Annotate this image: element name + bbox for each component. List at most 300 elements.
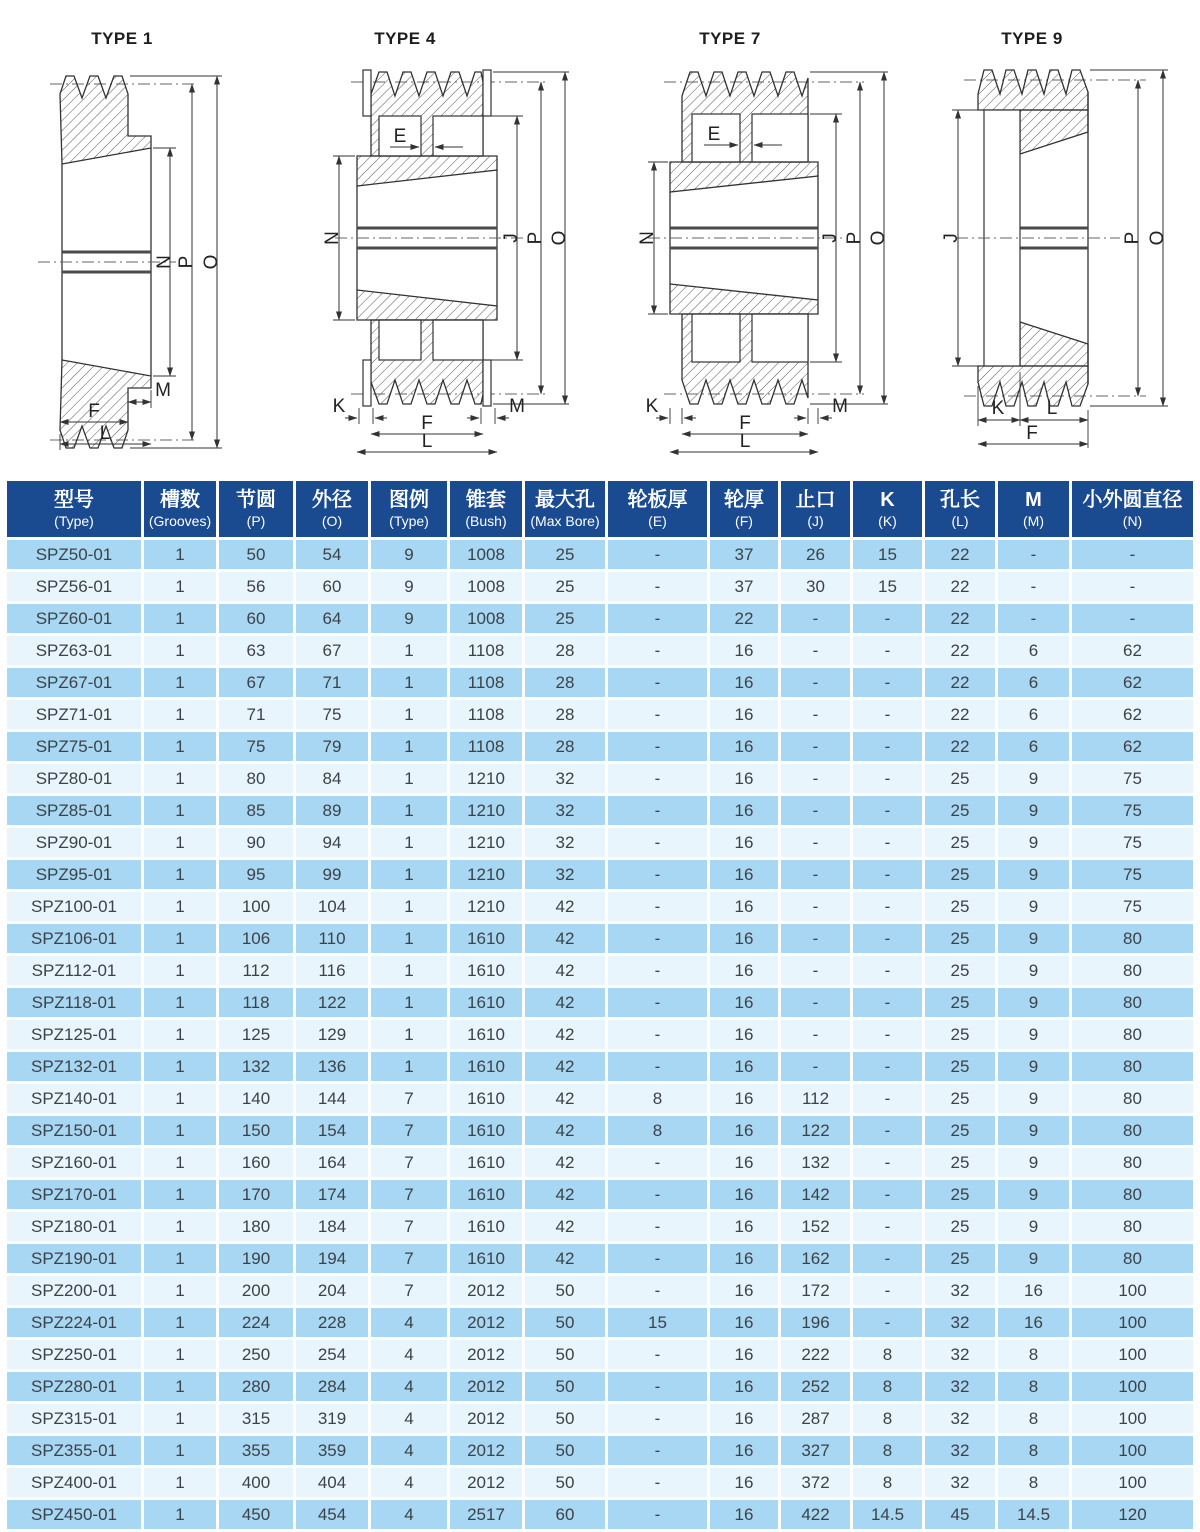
table-cell: -	[608, 1468, 707, 1497]
table-cell: 1610	[450, 1020, 522, 1049]
table-cell: 116	[296, 956, 368, 985]
table-cell: 80	[1072, 1212, 1193, 1241]
table-cell: 9	[998, 1212, 1069, 1241]
table-cell: 62	[1072, 636, 1193, 665]
table-cell: 228	[296, 1308, 368, 1337]
table-cell: 125	[219, 1020, 293, 1049]
table-cell: 196	[781, 1308, 850, 1337]
table-cell: 28	[525, 668, 605, 697]
table-cell: 118	[219, 988, 293, 1017]
table-cell: -	[781, 1020, 850, 1049]
table-cell: 4	[371, 1340, 447, 1369]
table-cell: 1210	[450, 860, 522, 889]
table-cell: 22	[925, 540, 995, 569]
table-cell: 106	[219, 924, 293, 953]
table-row	[7, 1244, 1193, 1273]
table-cell: -	[781, 860, 850, 889]
table-cell: SPZ60-01	[7, 604, 141, 633]
table-cell: 8	[853, 1436, 922, 1465]
dim-label-f: F	[421, 413, 433, 434]
table-cell: -	[608, 764, 707, 793]
table-cell: 160	[219, 1148, 293, 1177]
table-cell: 1	[144, 1436, 216, 1465]
table-cell: 32	[925, 1276, 995, 1305]
table-cell: 204	[296, 1276, 368, 1305]
table-cell: 84	[296, 764, 368, 793]
table-cell: 32	[925, 1308, 995, 1337]
table-cell: 4	[371, 1468, 447, 1497]
table-cell: 16	[710, 1340, 778, 1369]
table-cell: -	[853, 892, 922, 921]
table-row	[7, 668, 1193, 697]
table-cell: 9	[998, 956, 1069, 985]
table-cell: -	[781, 636, 850, 665]
table-row	[7, 1308, 1193, 1337]
table-cell: 16	[710, 1180, 778, 1209]
dim-label-o: O	[868, 230, 889, 246]
type7-diagram	[612, 14, 912, 469]
dim-label-p: P	[176, 255, 197, 269]
table-cell: 16	[710, 1148, 778, 1177]
table-cell: 8	[998, 1436, 1069, 1465]
table-cell: 110	[296, 924, 368, 953]
table-cell: 1	[144, 1276, 216, 1305]
table-cell: 67	[219, 668, 293, 697]
table-cell: -	[853, 1244, 922, 1273]
table-cell: -	[608, 636, 707, 665]
table-row	[7, 1020, 1193, 1049]
table-cell: 14.5	[853, 1500, 922, 1529]
table-cell: 16	[710, 828, 778, 857]
table-cell: 2012	[450, 1468, 522, 1497]
table-row	[7, 956, 1193, 985]
column-header-13: 小外圆直径 (N)	[1072, 481, 1193, 537]
table-cell: 6	[998, 732, 1069, 761]
table-cell: 16	[710, 1020, 778, 1049]
table-cell: 25	[525, 540, 605, 569]
table-cell: 100	[1072, 1372, 1193, 1401]
table-cell: 75	[1072, 860, 1193, 889]
type9-title: TYPE 9	[1001, 29, 1063, 48]
table-cell: 7	[371, 1244, 447, 1273]
type4-diagram	[295, 14, 595, 469]
table-cell: 404	[296, 1468, 368, 1497]
dim-label-k: K	[991, 398, 1005, 419]
table-cell: 16	[710, 764, 778, 793]
table-cell: 104	[296, 892, 368, 921]
table-cell: SPZ56-01	[7, 572, 141, 601]
table-row	[7, 796, 1193, 825]
table-cell: 136	[296, 1052, 368, 1081]
table-cell: -	[853, 1084, 922, 1113]
table-row	[7, 1404, 1193, 1433]
table-cell: 144	[296, 1084, 368, 1113]
table-cell: 7	[371, 1180, 447, 1209]
table-cell: 30	[781, 572, 850, 601]
table-cell: -	[781, 700, 850, 729]
table-cell: 1	[144, 1180, 216, 1209]
table-cell: 8	[608, 1084, 707, 1113]
table-cell: -	[998, 540, 1069, 569]
table-cell: 28	[525, 700, 605, 729]
column-header-8: 轮厚 (F)	[710, 481, 778, 537]
dim-label-o: O	[201, 254, 222, 270]
table-cell: 32	[925, 1372, 995, 1401]
table-cell: 1	[371, 924, 447, 953]
table-cell: 67	[296, 636, 368, 665]
table-cell: -	[853, 732, 922, 761]
dim-label-j: J	[941, 233, 962, 243]
table-cell: 224	[219, 1308, 293, 1337]
table-cell: SPZ190-01	[7, 1244, 141, 1273]
table-cell: 250	[219, 1340, 293, 1369]
table-cell: 60	[525, 1500, 605, 1529]
table-row	[7, 988, 1193, 1017]
table-cell: 8	[998, 1468, 1069, 1497]
table-cell: -	[608, 1500, 707, 1529]
table-cell: 79	[296, 732, 368, 761]
table-cell: -	[608, 1020, 707, 1049]
table-cell: 1	[144, 700, 216, 729]
table-cell: 1	[371, 1020, 447, 1049]
table-cell: 25	[925, 988, 995, 1017]
table-cell: 7	[371, 1212, 447, 1241]
table-cell: 22	[925, 668, 995, 697]
table-cell: -	[608, 604, 707, 633]
table-cell: -	[853, 1180, 922, 1209]
table-cell: 25	[525, 604, 605, 633]
table-cell: 1610	[450, 988, 522, 1017]
dim-label-j: J	[820, 233, 841, 243]
table-row	[7, 764, 1193, 793]
table-cell: 132	[219, 1052, 293, 1081]
table-cell: 22	[710, 604, 778, 633]
table-cell: SPZ170-01	[7, 1180, 141, 1209]
spec-table	[4, 478, 1196, 1532]
table-cell: 75	[219, 732, 293, 761]
type4-title: TYPE 4	[374, 29, 436, 48]
table-cell: 22	[925, 732, 995, 761]
table-cell: -	[998, 604, 1069, 633]
table-cell: 1	[144, 1340, 216, 1369]
table-cell: 25	[925, 924, 995, 953]
table-cell: 25	[925, 828, 995, 857]
column-header-6: 最大孔 (Max Bore)	[525, 481, 605, 537]
table-cell: 28	[525, 636, 605, 665]
table-cell: 172	[781, 1276, 850, 1305]
table-cell: 28	[525, 732, 605, 761]
table-cell: -	[853, 988, 922, 1017]
table-cell: 170	[219, 1180, 293, 1209]
table-cell: 22	[925, 636, 995, 665]
table-cell: 16	[710, 1116, 778, 1145]
spec-table-header	[7, 481, 1193, 537]
table-cell: SPZ224-01	[7, 1308, 141, 1337]
table-cell: 1	[371, 828, 447, 857]
column-header-2: 节圆 (P)	[219, 481, 293, 537]
table-cell: 100	[1072, 1436, 1193, 1465]
table-cell: 16	[710, 636, 778, 665]
table-cell: SPZ112-01	[7, 956, 141, 985]
table-cell: 80	[1072, 1084, 1193, 1113]
table-cell: 64	[296, 604, 368, 633]
table-cell: 15	[853, 540, 922, 569]
table-cell: -	[853, 828, 922, 857]
table-cell: -	[608, 1436, 707, 1465]
table-row	[7, 892, 1193, 921]
table-cell: 1008	[450, 604, 522, 633]
table-cell: -	[853, 924, 922, 953]
table-cell: 122	[296, 988, 368, 1017]
table-cell: 4	[371, 1308, 447, 1337]
table-cell: 9	[371, 604, 447, 633]
table-cell: 16	[710, 796, 778, 825]
table-cell: -	[608, 924, 707, 953]
table-row	[7, 1436, 1193, 1465]
table-cell: 7	[371, 1276, 447, 1305]
table-cell: 1610	[450, 1180, 522, 1209]
table-cell: 1	[144, 1372, 216, 1401]
table-cell: 16	[710, 1212, 778, 1241]
table-cell: 1610	[450, 1116, 522, 1145]
dim-label-p: P	[844, 231, 865, 245]
table-cell: -	[781, 1052, 850, 1081]
table-cell: SPZ450-01	[7, 1500, 141, 1529]
table-cell: SPZ63-01	[7, 636, 141, 665]
column-header-7: 轮板厚 (E)	[608, 481, 707, 537]
column-header-5: 锥套 (Bush)	[450, 481, 522, 537]
table-cell: -	[853, 636, 922, 665]
table-cell: 1	[144, 764, 216, 793]
table-cell: 2012	[450, 1276, 522, 1305]
table-cell: 9	[998, 860, 1069, 889]
table-cell: 1	[371, 892, 447, 921]
table-cell: 327	[781, 1436, 850, 1465]
table-row	[7, 732, 1193, 761]
type7-title: TYPE 7	[699, 29, 761, 48]
table-cell: 174	[296, 1180, 368, 1209]
table-cell: 355	[219, 1436, 293, 1465]
table-cell: SPZ67-01	[7, 668, 141, 697]
table-cell: 50	[525, 1340, 605, 1369]
table-cell: -	[608, 1180, 707, 1209]
column-header-9: 止口 (J)	[781, 481, 850, 537]
table-cell: 150	[219, 1116, 293, 1145]
table-cell: 1108	[450, 668, 522, 697]
table-cell: 4	[371, 1500, 447, 1529]
table-cell: -	[608, 540, 707, 569]
table-cell: 1	[144, 604, 216, 633]
dim-label-k: K	[332, 396, 346, 417]
table-cell: 32	[525, 764, 605, 793]
table-cell: SPZ180-01	[7, 1212, 141, 1241]
dim-label-f: F	[88, 401, 100, 422]
table-cell: 16	[710, 1084, 778, 1113]
table-cell: 8	[998, 1340, 1069, 1369]
table-cell: 8	[853, 1404, 922, 1433]
table-cell: -	[608, 956, 707, 985]
table-cell: 71	[219, 700, 293, 729]
table-cell: -	[781, 892, 850, 921]
table-cell: 1	[371, 732, 447, 761]
table-cell: -	[1072, 572, 1193, 601]
table-cell: 63	[219, 636, 293, 665]
table-cell: 25	[525, 572, 605, 601]
table-cell: -	[781, 668, 850, 697]
table-cell: 1	[371, 796, 447, 825]
table-cell: 1108	[450, 636, 522, 665]
table-cell: SPZ85-01	[7, 796, 141, 825]
table-cell: 122	[781, 1116, 850, 1145]
table-cell: -	[853, 1148, 922, 1177]
table-cell: 50	[525, 1276, 605, 1305]
table-cell: 75	[1072, 892, 1193, 921]
table-cell: -	[853, 860, 922, 889]
table-cell: 1108	[450, 700, 522, 729]
table-cell: 315	[219, 1404, 293, 1433]
table-cell: 1	[144, 1404, 216, 1433]
dim-label-m: M	[509, 396, 525, 417]
table-cell: 22	[925, 604, 995, 633]
table-cell: 222	[781, 1340, 850, 1369]
table-cell: 1210	[450, 892, 522, 921]
table-cell: 359	[296, 1436, 368, 1465]
table-cell: SPZ140-01	[7, 1084, 141, 1113]
table-cell: 80	[219, 764, 293, 793]
table-cell: 80	[1072, 956, 1193, 985]
type1-diagram	[10, 14, 290, 469]
table-cell: 1	[371, 988, 447, 1017]
table-cell: SPZ250-01	[7, 1340, 141, 1369]
table-cell: 112	[219, 956, 293, 985]
table-cell: 450	[219, 1500, 293, 1529]
table-cell: 16	[710, 892, 778, 921]
table-cell: 25	[925, 860, 995, 889]
table-cell: 16	[710, 1308, 778, 1337]
table-cell: SPZ50-01	[7, 540, 141, 569]
table-cell: 4	[371, 1436, 447, 1465]
table-cell: 1	[144, 956, 216, 985]
table-cell: 16	[710, 1276, 778, 1305]
table-cell: SPZ280-01	[7, 1372, 141, 1401]
table-cell: SPZ118-01	[7, 988, 141, 1017]
table-row	[7, 1148, 1193, 1177]
table-cell: 15	[608, 1308, 707, 1337]
table-cell: 164	[296, 1148, 368, 1177]
table-cell: 1	[144, 636, 216, 665]
table-cell: 100	[1072, 1276, 1193, 1305]
table-cell: 16	[710, 988, 778, 1017]
table-cell: 9	[998, 1084, 1069, 1113]
table-cell: -	[781, 924, 850, 953]
table-cell: 9	[998, 1116, 1069, 1145]
table-cell: 15	[853, 572, 922, 601]
table-cell: 2012	[450, 1404, 522, 1433]
table-cell: -	[1072, 540, 1193, 569]
table-cell: -	[998, 572, 1069, 601]
table-cell: 50	[525, 1436, 605, 1465]
table-cell: 25	[925, 764, 995, 793]
table-cell: 32	[925, 1340, 995, 1369]
table-cell: -	[781, 828, 850, 857]
table-cell: 80	[1072, 1020, 1193, 1049]
table-cell: 25	[925, 892, 995, 921]
table-cell: 32	[925, 1436, 995, 1465]
table-cell: 2012	[450, 1372, 522, 1401]
table-row	[7, 1084, 1193, 1113]
table-cell: 6	[998, 668, 1069, 697]
table-cell: 132	[781, 1148, 850, 1177]
table-cell: -	[781, 604, 850, 633]
table-cell: 1	[144, 860, 216, 889]
table-cell: -	[608, 1148, 707, 1177]
table-cell: 1	[144, 1116, 216, 1145]
table-cell: -	[1072, 604, 1193, 633]
table-row	[7, 1180, 1193, 1209]
table-cell: 2012	[450, 1436, 522, 1465]
table-cell: -	[608, 828, 707, 857]
table-cell: -	[608, 1340, 707, 1369]
dim-label-n: N	[637, 231, 658, 245]
table-cell: 9	[998, 1244, 1069, 1273]
table-cell: 42	[525, 1180, 605, 1209]
table-cell: 16	[998, 1308, 1069, 1337]
table-cell: 75	[1072, 828, 1193, 857]
table-cell: 8	[853, 1468, 922, 1497]
table-cell: 1210	[450, 764, 522, 793]
table-cell: 9	[998, 828, 1069, 857]
table-cell: 16	[710, 956, 778, 985]
table-cell: -	[781, 956, 850, 985]
table-cell: 1108	[450, 732, 522, 761]
table-cell: 8	[853, 1340, 922, 1369]
table-cell: 162	[781, 1244, 850, 1273]
table-cell: 1	[371, 956, 447, 985]
table-cell: 100	[1072, 1404, 1193, 1433]
table-cell: 287	[781, 1404, 850, 1433]
table-cell: 1008	[450, 572, 522, 601]
dim-label-n: N	[322, 231, 343, 245]
table-row	[7, 924, 1193, 953]
table-cell: 62	[1072, 732, 1193, 761]
dim-label-j: J	[501, 233, 522, 243]
diagram-strip	[0, 0, 1200, 478]
table-cell: 80	[1072, 1116, 1193, 1145]
table-cell: 25	[925, 1212, 995, 1241]
table-cell: 1610	[450, 1084, 522, 1113]
table-cell: -	[608, 860, 707, 889]
column-header-11: 孔长 (L)	[925, 481, 995, 537]
table-cell: 1	[371, 860, 447, 889]
table-cell: 80	[1072, 1052, 1193, 1081]
table-cell: 1610	[450, 1148, 522, 1177]
dim-label-n: N	[154, 255, 175, 269]
table-cell: 9	[998, 764, 1069, 793]
table-cell: 8	[853, 1372, 922, 1401]
table-cell: 1	[144, 1468, 216, 1497]
table-cell: 94	[296, 828, 368, 857]
table-cell: 1	[144, 668, 216, 697]
column-header-0: 型号 (Type)	[7, 481, 141, 537]
table-cell: -	[608, 1052, 707, 1081]
column-header-10: K (K)	[853, 481, 922, 537]
table-cell: 8	[998, 1404, 1069, 1433]
table-cell: 62	[1072, 668, 1193, 697]
table-cell: -	[853, 1212, 922, 1241]
table-cell: 252	[781, 1372, 850, 1401]
table-cell: 32	[925, 1468, 995, 1497]
table-row	[7, 636, 1193, 665]
